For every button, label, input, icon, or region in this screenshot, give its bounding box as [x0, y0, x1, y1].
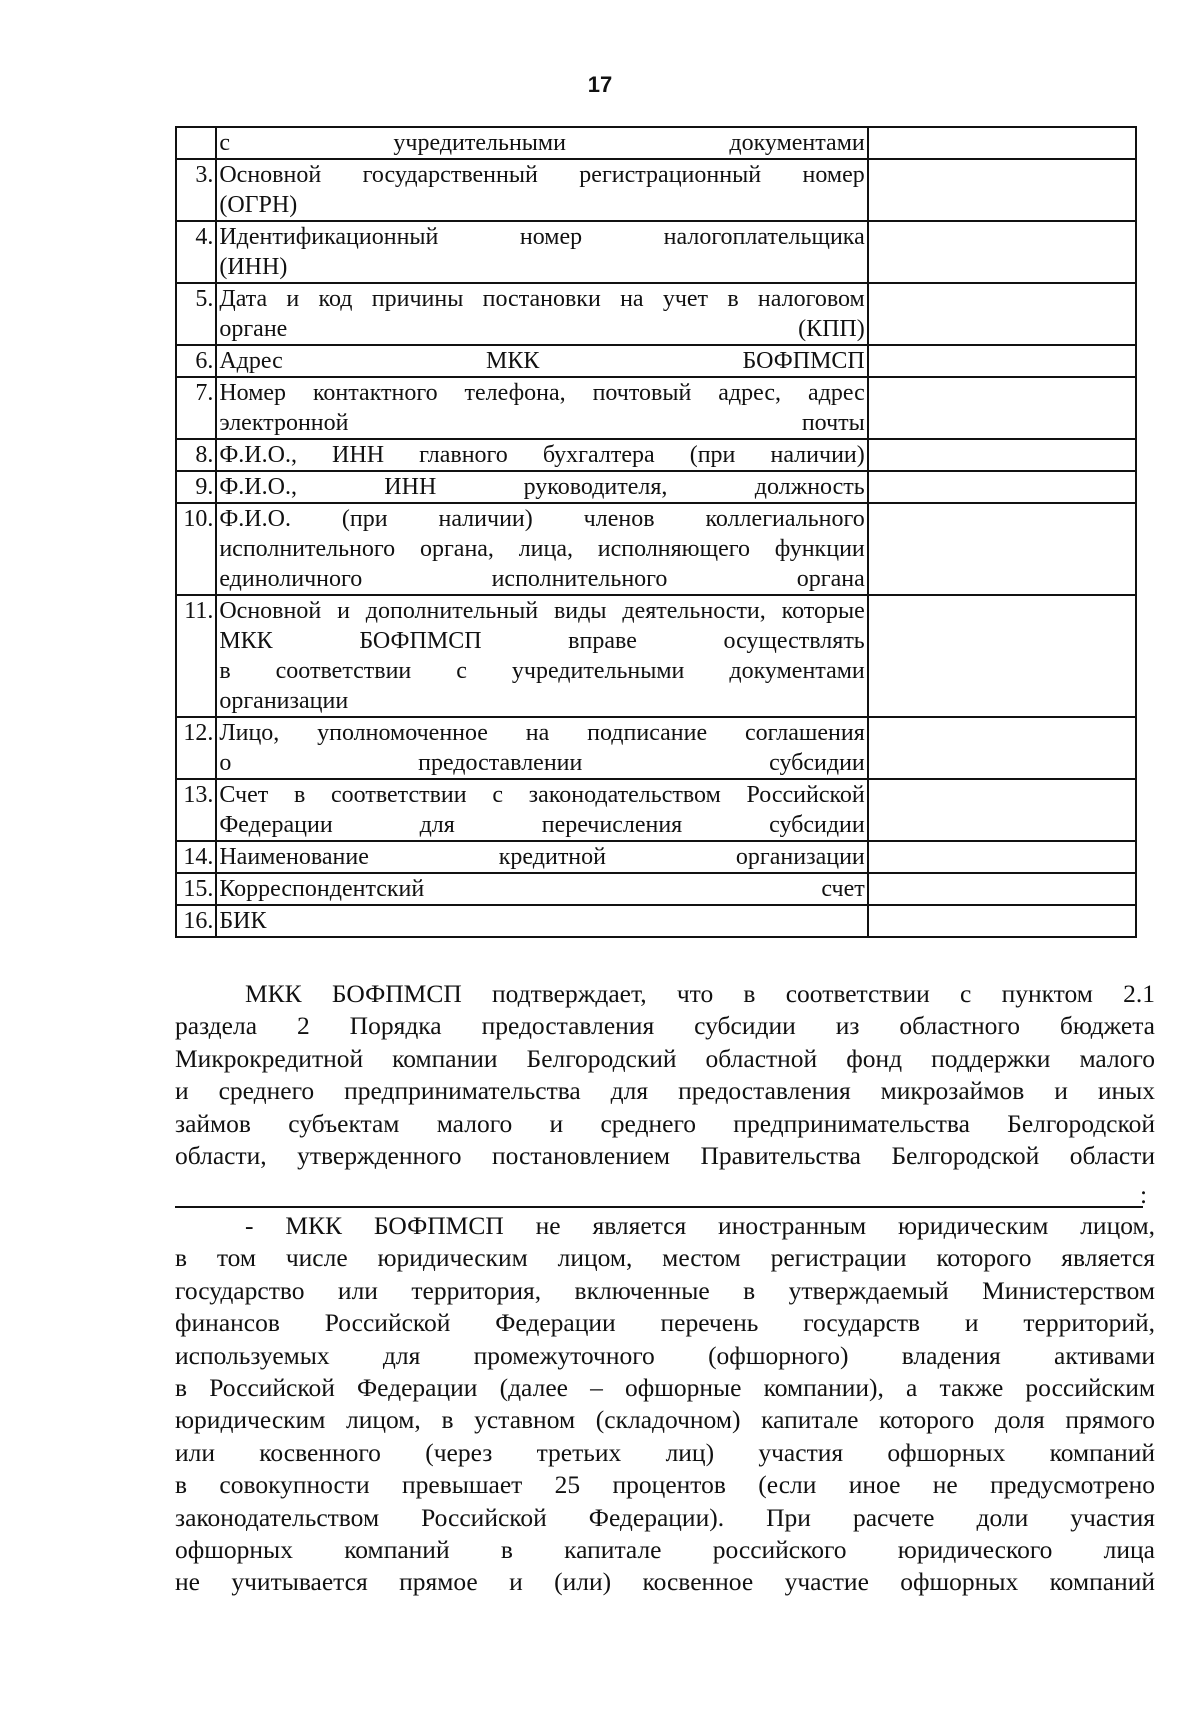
row-value-cell[interactable]: [868, 439, 1136, 471]
row-value-cell[interactable]: [868, 159, 1136, 221]
row-number: 13.: [176, 779, 216, 841]
row-label: [216, 873, 867, 905]
paragraph-line: законодательством Российской Федерации). При расчете доли участия: [175, 1502, 1155, 1532]
paragraph-line: офшорных компаний в капитале российского юридического лица: [175, 1535, 1155, 1565]
paragraph-line: финансов Российской Федерации перечень государств и территорий,: [175, 1308, 1155, 1338]
row-value-cell[interactable]: [868, 345, 1136, 377]
table-row: [176, 159, 1136, 221]
row-label: [216, 779, 867, 841]
paragraph-line: - МКК БОФПМСП не является иностранным юридическим лицом,: [245, 1211, 1155, 1240]
table-row: [176, 873, 1136, 905]
row-label-line: Корреспондентский счет: [219, 876, 865, 902]
table-row: [176, 595, 1136, 717]
row-value-cell[interactable]: [868, 873, 1136, 905]
row-label-line: Счет в соответствии с законодательством Российской: [219, 782, 865, 808]
row-label-line: с учредительными документами: [219, 130, 865, 156]
paragraph-line: в том числе юридическим лицом, местом регистрации которого является: [175, 1243, 1155, 1273]
paragraph-line: займов субъектам малого и среднего предпринимательства Белгородской: [175, 1108, 1155, 1138]
row-number: 9.: [176, 471, 216, 503]
paragraph-line: в Российской Федерации (далее – офшорные компании), а также российским: [175, 1373, 1155, 1403]
row-value-cell[interactable]: [868, 127, 1136, 159]
paragraph-line: и среднего предпринимательства для предоставления микрозаймов и иных: [175, 1076, 1155, 1106]
table-row: [176, 717, 1136, 779]
row-label: [216, 221, 867, 283]
row-label-line: МКК БОФПМСП вправе осуществлять: [219, 628, 865, 654]
row-label: [216, 905, 867, 937]
paragraph-line: используемых для промежуточного (офшорного) владения активами: [175, 1340, 1155, 1370]
row-value-cell[interactable]: [868, 471, 1136, 503]
table-row: [176, 377, 1136, 439]
row-label-line: в соответствии с учредительными документами: [219, 658, 865, 684]
row-value-cell[interactable]: [868, 377, 1136, 439]
table-row: [176, 283, 1136, 345]
table-row: [176, 841, 1136, 873]
row-label: [216, 841, 867, 873]
paragraph-line: в совокупности превышает 25 процентов (если иное не предусмотрено: [175, 1470, 1155, 1500]
row-label: [216, 503, 867, 595]
table-row: [176, 779, 1136, 841]
row-value-cell[interactable]: [868, 841, 1136, 873]
paragraph-line: области, утвержденного постановлением Правительства Белгородской области: [175, 1141, 1155, 1171]
table-row: [176, 471, 1136, 503]
row-label-line: Основной государственный регистрационный номер: [219, 162, 865, 188]
paragraph-line: юридическим лицом, в уставном (складочном) капитале которого доля прямого: [175, 1405, 1155, 1435]
row-number: 4.: [176, 221, 216, 283]
row-label-line: Лицо, уполномоченное на подписание соглашения: [219, 720, 865, 746]
row-label-line: БИК: [219, 908, 267, 934]
row-label-line: Адрес МКК БОФПМСП: [219, 348, 865, 374]
blank-colon: :: [1140, 1180, 1148, 1209]
row-value-cell[interactable]: [868, 905, 1136, 937]
row-label-line: (ИНН): [219, 254, 288, 280]
row-value-cell[interactable]: [868, 503, 1136, 595]
row-label-line: электронной почты: [219, 410, 865, 436]
row-label: [216, 471, 867, 503]
row-label-line: Ф.И.О. (при наличии) членов коллегиального: [219, 506, 865, 532]
table-row: [176, 221, 1136, 283]
row-label: [216, 717, 867, 779]
row-label-line: Идентификационный номер налогоплательщика: [219, 224, 865, 250]
row-number: 3.: [176, 159, 216, 221]
paragraph-line: Микрокредитной компании Белгородский областной фонд поддержки малого: [175, 1043, 1155, 1073]
row-label: [216, 377, 867, 439]
row-label-line: исполнительного органа, лица, исполняющего функции: [219, 536, 865, 562]
row-number: 16.: [176, 905, 216, 937]
row-label-line: Номер контактного телефона, почтовый адрес, адрес: [219, 380, 865, 406]
row-number: 14.: [176, 841, 216, 873]
row-value-cell[interactable]: [868, 595, 1136, 717]
table-row: [176, 905, 1136, 937]
row-label-line: единоличного исполнительного органа: [219, 566, 865, 592]
row-label: [216, 127, 867, 159]
row-label: [216, 283, 867, 345]
offshore-paragraph: [175, 1210, 1155, 1599]
paragraph-line: раздела 2 Порядка предоставления субсидии из областного бюджета: [175, 1011, 1155, 1041]
row-label: [216, 159, 867, 221]
row-number: 10.: [176, 503, 216, 595]
row-label-line: Ф.И.О., ИНН руководителя, должность: [219, 474, 865, 500]
row-label-line: Наименование кредитной организации: [219, 844, 865, 870]
paragraph-line: государство или территория, включенные в утверждаемый Министерством: [175, 1275, 1155, 1305]
paragraph-line: или косвенного (через третьих лиц) участия офшорных компаний: [175, 1437, 1155, 1467]
row-label-line: органе (КПП): [219, 316, 865, 342]
row-label: [216, 595, 867, 717]
paragraph-line: МКК БОФПМСП подтверждает, что в соответствии с пунктом 2.1: [245, 979, 1155, 1008]
row-number: 6.: [176, 345, 216, 377]
confirmation-paragraph: [175, 978, 1155, 1172]
row-number: 5.: [176, 283, 216, 345]
row-number: 12.: [176, 717, 216, 779]
row-label-line: Федерации для перечисления субсидии: [219, 812, 865, 838]
table-row: [176, 503, 1136, 595]
row-value-cell[interactable]: [868, 779, 1136, 841]
row-label-line: Ф.И.О., ИНН главного бухгалтера (при наличии): [219, 442, 865, 468]
row-value-cell[interactable]: [868, 221, 1136, 283]
row-label-line: Дата и код причины постановки на учет в налоговом: [219, 286, 865, 312]
table-row: [176, 345, 1136, 377]
table-row: [176, 439, 1136, 471]
info-table: [175, 126, 1137, 938]
row-number: 7.: [176, 377, 216, 439]
row-number: [176, 127, 216, 159]
row-value-cell[interactable]: [868, 283, 1136, 345]
row-label-line: о предоставлении субсидии: [219, 750, 865, 776]
row-number: 11.: [176, 595, 216, 717]
paragraph-line: не учитывается прямое и (или) косвенное участие офшорных компаний: [175, 1567, 1155, 1597]
row-number: 15.: [176, 873, 216, 905]
row-number: 8.: [176, 439, 216, 471]
page-number: 17: [587, 72, 613, 97]
row-label-line: организации: [219, 688, 349, 714]
row-label: [216, 439, 867, 471]
row-label-line: Основной и дополнительный виды деятельности, которые: [219, 598, 865, 624]
row-value-cell[interactable]: [868, 717, 1136, 779]
table-row: [176, 127, 1136, 159]
row-label-line: (ОГРН): [219, 192, 298, 218]
fill-in-blank-line[interactable]: [175, 1206, 1143, 1208]
row-label: [216, 345, 867, 377]
